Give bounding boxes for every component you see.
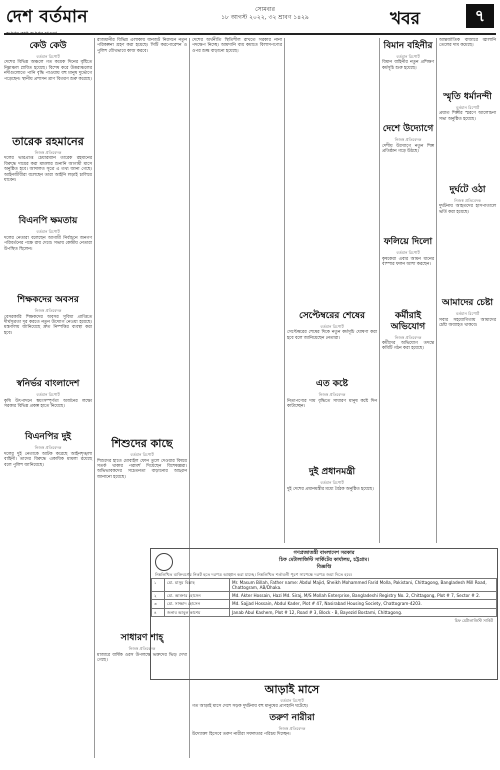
spacer <box>4 252 92 292</box>
body-text: উদ্যোক্তা হিসেবে তরুণ নারীরা সফলতার পরিচয় দিচ্ছেন। <box>192 732 291 738</box>
body-text: গত আড়াই মাসে দেশে সড়ক দুর্ঘটনায় বহু মানুষের প্রাণহানি ঘটেছে। <box>192 704 309 710</box>
notice-row <box>152 608 497 616</box>
notice-cell-address: Mr. Masum Billah, Father name: Abdul Majid, Sheikh Mohammed Farid Molla, Pakistani, Chittagong, Bangladesh Mill Road, Chattogram, AB/Dhaka. <box>230 578 497 591</box>
headline: তরুণ নারীরা <box>269 712 315 723</box>
notice-row <box>152 600 497 608</box>
headline: সেপ্টেম্বরের শেষের <box>299 311 365 321</box>
spacer <box>439 215 496 295</box>
body-text: কর্মীদের অভিযোগ তদন্তে কমিটি গঠন করা হয়েছে। <box>382 341 434 352</box>
spacer <box>382 268 434 308</box>
byline: বর্তমান রিপোর্ট <box>455 311 480 317</box>
notice-cell-no: ১ <box>152 578 165 591</box>
page-number: ৭ <box>466 4 494 28</box>
story <box>382 237 434 267</box>
section-title: খবর <box>390 9 420 29</box>
byline: নিজস্ব প্রতিবেদক <box>34 308 62 314</box>
body-text: দুই দেশের প্রধানমন্ত্রীর মধ্যে বৈঠক অনুষ্ঠিত হয়েছে। <box>287 486 374 492</box>
notice-intro: নিম্নলিখিত ব্যক্তিবর্গের নিকট হতে দরপত্র আহ্বান করা যাচ্ছে। নিম্নলিখিত শর্তাবলী পূরণ সাপেক্ষে দরপত্র জমা দিতে হবে। <box>155 571 353 577</box>
byline: বর্তমান রিপোর্ট <box>320 324 344 329</box>
spacer <box>4 183 92 213</box>
body-text: দুর্ঘটনায় আহতদের হাসপাতালে ভর্তি করা হয়েছে। <box>439 204 496 215</box>
byline: বর্তমান রিপোর্ট <box>130 452 154 458</box>
body-text: কৃষি উৎপাদনে স্বয়ংসম্পূর্ণতা অর্জনের লক্ষ্যে সরকার বিভিন্ন প্রকল্প হাতে নিয়েছে। <box>4 398 92 409</box>
headline: আমাদের চেষ্টা <box>441 298 494 309</box>
bottom-stories <box>192 680 392 765</box>
headline: শিশুদের কাছে <box>111 437 173 451</box>
spacer <box>287 409 377 464</box>
byline: নিজস্ব প্রতিবেদক <box>34 150 62 156</box>
byline: বর্তমান রিপোর্ট <box>396 54 420 59</box>
notice-subtitle: বিজ্ঞপ্তি <box>316 564 332 571</box>
byline: নিজস্ব প্রতিবেদক <box>394 137 422 143</box>
column-6 <box>439 38 496 543</box>
story <box>439 298 496 328</box>
notice-cell-address: Md. Akter Hossain, Hazi Md. Siraj, M/S Mollah Enterprise, Bangladeshi Registry No. 2, Chittagong, Plot # 7, Sector # 2. <box>230 592 497 600</box>
date: ১৮ আগস্ট ২০২২, ৩২ শ্রাবণ ১৪২৯ <box>221 14 309 21</box>
story <box>382 41 434 71</box>
headline: স্মৃতি ধর্মানন্দী <box>443 91 492 102</box>
notice-row <box>152 578 497 591</box>
notice-title: গণপ্রজাতন্ত্রী বাংলাদেশ সরকার <box>293 550 355 556</box>
column-divider <box>94 38 95 758</box>
body-text: দলের দুই নেতাকে আটক করেছে আইনশৃঙ্খলা বাহিনী। তাদের বিরুদ্ধে একাধিক মামলা রয়েছে বলে পুলিশ জানিয়েছে। <box>4 451 92 468</box>
story <box>4 216 92 252</box>
notice-cell-no: ৪ <box>152 608 165 616</box>
column-divider <box>436 38 437 543</box>
dateline <box>180 6 350 22</box>
byline: নিজস্ব প্রতিবেদক <box>394 334 422 340</box>
notice-cell-address: Janab Abul Kashem, Plot # 12, Road # 3, Block - B, Bayezid Bostami, Chittagong. <box>230 608 497 616</box>
body-text: দেশের অর্থনীতি স্থিতিশীল রাখতে সরকার নানা পদক্ষেপ নিচ্ছে। আমদানি ব্যয় কমাতে বিলাসপণ্যের ওপর শুল্ক বাড়ানো হয়েছে। <box>192 38 282 54</box>
story <box>287 379 377 409</box>
notice-table-body <box>152 578 497 616</box>
story <box>4 135 92 183</box>
byline: নিজস্ব প্রতিবেদক <box>34 445 62 451</box>
body-text: শিশুদের হাতে মোবাইল ফোন তুলে দেওয়ার বিষয়ে সতর্ক থাকার পরামর্শ দিয়েছেন বিশেষজ্ঞরা। অভিভাবকদের সচেতনতা বাড়ানোর আহ্বান জানানো হয়েছে। <box>97 458 187 480</box>
column-1 <box>4 38 92 758</box>
byline: বর্তমান রিপোর্ট <box>280 698 304 703</box>
body-text: রাজধানীর বিভিন্ন এলাকায় যানজট নিরসনে নতুন পরিকল্পনা গ্রহণ করা হয়েছে। সিটি করপোরেশন ও পুলিশ যৌথভাবে কাজ করবে। <box>97 38 187 54</box>
body-text: সবার সহযোগিতায় আমাদের চেষ্টা অব্যাহত থাকবে। <box>439 317 496 329</box>
logo-text: দেশ বর্তমান <box>6 7 89 27</box>
notice-subtitle-office: চিফ মেটালার্জিস্ট সার্কিটের কার্যালয়, চট্টগ্রাম। <box>279 557 369 564</box>
headline: কর্মীরাই অভিযোগ <box>390 310 426 332</box>
byline: বর্তমান রিপোর্ট <box>36 229 60 235</box>
headline: স্বনির্ভর বাংলাদেশ <box>16 379 80 390</box>
body-text: দেশীয় উদ্যোগে নতুন শিল্প প্রতিষ্ঠান গড়ে উঠছে। <box>382 143 434 155</box>
notice-cell-name: মো. আক্তার হোসেন <box>165 592 230 600</box>
notice-cell-no: ৩ <box>152 600 165 608</box>
story <box>439 92 496 122</box>
government-seal-icon <box>155 553 173 571</box>
headline: আড়াই মাসে <box>264 683 320 696</box>
headline: বিমান বহিনীর <box>383 41 433 51</box>
byline: বর্তমান রিপোর্ট <box>320 480 344 486</box>
spacer <box>287 341 377 376</box>
notice-cell-name: জনাব আবুল কাশেম <box>165 608 230 616</box>
notice-table <box>151 578 497 617</box>
story <box>287 467 377 492</box>
byline: বর্তমান রিপোর্ট <box>36 392 60 398</box>
headline: দেশে উদ্যোগে <box>382 124 434 135</box>
body-text: বেসরকারি শিক্ষকদের অবসর সুবিধা প্রাপ্তিতে দীর্ঘসূত্রতা দূর করতে নতুন উদ্যোগ নেওয়া হয়েছে। মন্ত্রণালয় জানিয়েছে দ্রুত নিষ্পত্তির ব্যবস্থা করা হবে। <box>4 314 92 336</box>
headline: বিএনপির দুই <box>25 432 71 443</box>
body-text: কৃষকেরা এবার আমন ধানের বাম্পার ফলন আশা করছেন। <box>382 256 434 268</box>
body-text: আন্তর্জাতিক বাজারে জ্বালানি তেলের দাম কমেছে। <box>439 38 496 49</box>
masthead-rule <box>4 33 496 35</box>
story <box>382 311 434 352</box>
body-text: নিত্যপণ্যের দাম বৃদ্ধিতে সাধারণ মানুষ কষ্টে দিন কাটাচ্ছেন। <box>287 398 377 410</box>
body-text: মাজারে বার্ষিক ওরস উপলক্ষে ভক্তদের ভিড় দেখা গেছে। <box>97 652 187 664</box>
byline: নিজস্ব প্রতিবেদক <box>278 725 306 731</box>
column-4 <box>287 38 377 543</box>
column-3 <box>192 38 282 543</box>
notice-footer: চিফ মেটালার্জিস্ট সার্কিট <box>454 617 493 623</box>
headline: দুই প্রধানমন্ত্রী <box>308 467 356 478</box>
column-divider <box>379 38 380 543</box>
spacer <box>287 38 377 308</box>
headline: দুর্ঘটে ওঠা <box>449 185 486 196</box>
spacer <box>439 122 496 182</box>
headline: বিএনপি ক্ষমতায় <box>18 216 78 227</box>
body-text: দলের ভারপ্রাপ্ত চেয়ারম্যান তারেক রহমানের বিরুদ্ধে দায়ের করা মামলার শুনানি আগামী মাসে অনুষ্ঠিত হবে। আদালত সূত্রে এ তথ্য জানা গেছে। আইনজীবীরা বলেছেন তারা আইনি লড়াই চালিয়ে যাবেন। <box>4 156 92 184</box>
headline: শিক্ষকদের অবসর <box>17 295 79 306</box>
notice-cell-name: মো. সাজ্জাদ হোসেন <box>165 600 230 608</box>
byline: বর্তমান রিপোর্ট <box>396 250 420 256</box>
body-text: দেশের বিভিন্ন অঞ্চলে গত কয়েক দিনের বৃষ্টিতে নিম্নাঞ্চল প্লাবিত হয়েছে। বিশেষ করে উত্তরাঞ্চলের নদীগুলোতে পানি বৃদ্ধি পাওয়ায় বহু মানুষ দুর্ভোগে পড়েছেন। স্থানীয় প্রশাসন ত্রাণ বিতরণ শুরু করেছে। <box>4 60 92 82</box>
byline: বর্তমান রিপোর্ট <box>36 54 60 59</box>
body-text: বিমান বাহিনীর নতুন প্রশিক্ষণ কর্মসূচি শুরু হয়েছে। <box>382 60 434 71</box>
body-text: সেপ্টেম্বরের শেষের দিকে নতুন কর্মসূচি ঘোষণা করা হবে বলে জানিয়েছেন নেতারা। <box>287 330 377 341</box>
notice-cell-no: ২ <box>152 592 165 600</box>
byline: নিজস্ব প্রতিবেদক <box>318 392 346 398</box>
headline: তারেক রহমানের <box>12 135 84 149</box>
story <box>382 124 434 154</box>
byline: নিজস্ব প্রতিবেদক <box>454 198 481 204</box>
body-text: দলের নেতারা বলেছেন আগামী নির্বাচনে জনগণ পরিবর্তনের পক্ষে রায় দেবে। সভায় কেন্দ্রীয় নেতারা উপস্থিত ছিলেন। <box>4 235 92 252</box>
story <box>4 432 92 468</box>
government-notice <box>150 548 498 680</box>
spacer <box>382 154 434 234</box>
story <box>192 713 392 738</box>
story <box>4 295 92 336</box>
headline: সাধারণ শাহ্‌ <box>120 633 164 644</box>
notice-row <box>152 592 497 600</box>
body-text: প্রয়াত শিল্পীর স্মরণে আলোচনা সভা অনুষ্ঠিত হয়েছে। <box>439 111 496 122</box>
story <box>439 185 496 215</box>
notice-cell-name: মো. মাসুম বিল্লাহ <box>165 578 230 591</box>
story <box>287 311 377 341</box>
column-5 <box>382 38 434 543</box>
weekday: সোমবার <box>255 6 275 13</box>
headline: কেউ কেউ <box>29 41 67 51</box>
spacer <box>439 49 496 89</box>
notice-cell-address: Md. Sajjad Hossain, Abdul Kader, Plot # 47, Nasirabad Housing Society, Chattogram-4203. <box>230 600 497 608</box>
column-divider <box>284 38 285 543</box>
headline: এত কষ্টে <box>315 379 349 390</box>
spacer <box>4 336 92 376</box>
story <box>192 683 392 710</box>
story <box>4 379 92 409</box>
spacer <box>382 71 434 121</box>
spacer <box>4 82 92 132</box>
story <box>97 437 187 480</box>
story <box>4 41 92 82</box>
byline: নিজস্ব প্রতিবেদক <box>128 646 156 652</box>
spacer <box>97 54 187 434</box>
byline: বর্তমান রিপোর্ট <box>455 104 480 110</box>
masthead <box>0 0 500 40</box>
spacer <box>4 409 92 429</box>
headline: ফলিয়ে দিলো <box>383 237 433 248</box>
